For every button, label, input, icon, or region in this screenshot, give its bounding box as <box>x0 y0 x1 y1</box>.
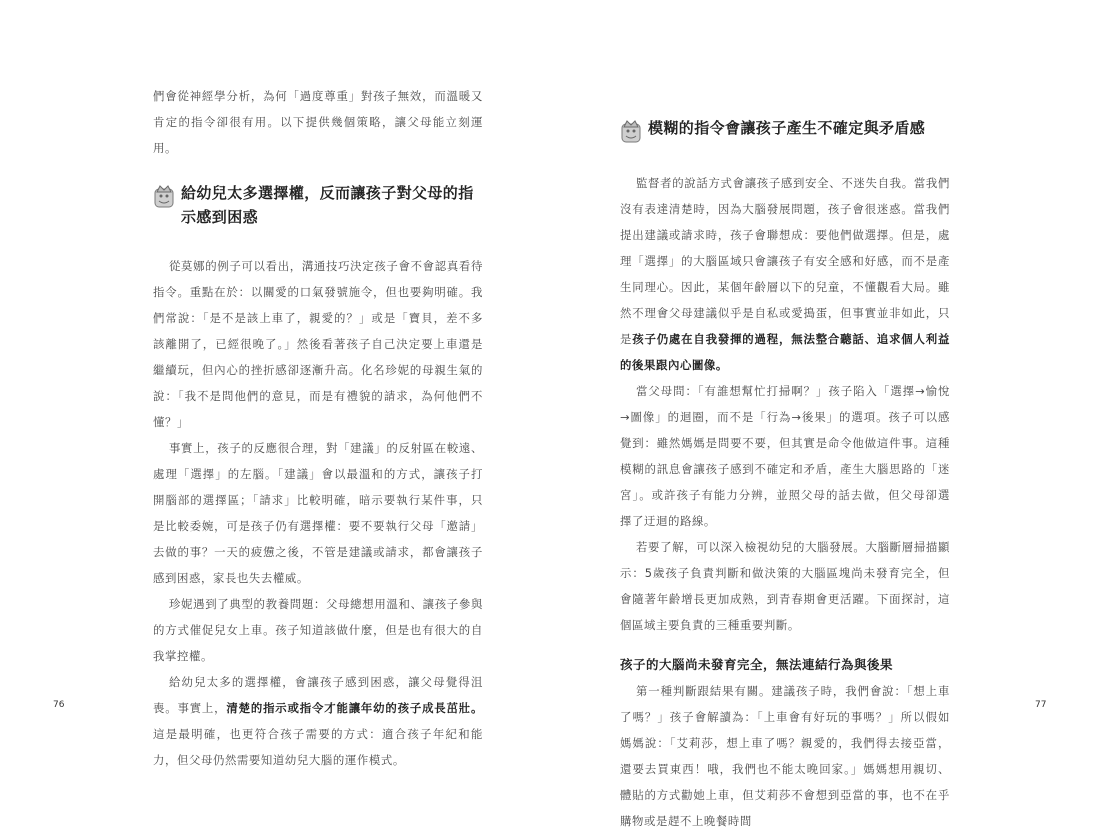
crown-badge-icon <box>620 118 642 144</box>
section-heading-left <box>153 181 483 229</box>
text-run: 監督者的說話方式會讓孩子感到安全、不迷失自我。當我們沒有表達清楚時，因為大腦發展問題，孩子會很迷惑。當我們提出建議或請求時，孩子會聯想成：要他們做選擇。但是，處理「選擇」的大腦區域只會讓孩子有安全感和好感，而不是產生同理心。因此，某個年齡層以下的兒童，不懂觀看大局。雖然不理會父母建議似乎是自私或愛搗蛋，但事實並非如此，只是 <box>620 176 950 346</box>
section-heading-text: 模糊的指令會讓孩子產生不確定與矛盾感 <box>648 119 926 137</box>
intro-paragraph: 們會從神經學分析，為何「過度尊重」對孩子無效，而溫暖又肯定的指令卻很有用。以下提供幾個策略，讓父母能立刻運用。 <box>153 89 483 155</box>
left-page <box>0 0 550 767</box>
body-paragraph: 事實上，孩子的反應很合理，對「建議」的反射區在較遠、處理「選擇」的左腦。「建議」會以最溫和的方式，讓孩子打開腦部的選擇區；「請求」比較明確，暗示要執行某件事，只是比較委婉，可是孩子仍有選擇權：要不要執行父母「邀請」去做的事？一天的疲憊之後，不管是建議或請求，都會讓孩子感到困惑，家長也失去權威。 <box>153 441 483 585</box>
body-paragraph: 從莫娜的例子可以看出，溝通技巧決定孩子會不會認真看待指令。重點在於：以關愛的口氣發號施令，但也要夠明確。我們常說：「是不是該上車了，親愛的？」或是「寶貝，差不多該離開了，已經很晚了。」然後看著孩子自己決定要上車還是繼續玩，但內心的挫折感卻逐漸升高。化名珍妮的母親生氣的說：「我不是問他們的意見，而是有禮貌的請求，為何他們不懂？」 <box>153 259 483 429</box>
section-heading-right <box>620 116 950 144</box>
subheading: 孩子的大腦尚未發育完全，無法連結行為與後果 <box>620 657 894 672</box>
page-number: 77 <box>1035 700 1047 710</box>
bold-emphasis: 孩子仍處在自我發揮的過程，無法整合聽話、追求個人利益的後果跟內心圖像。 <box>620 332 950 372</box>
right-page <box>550 0 1100 828</box>
body-paragraph: 珍妮遇到了典型的教養問題：父母總想用溫和、讓孩子參與的方式催促兒女上車。孩子知道該做什麼，但是也有很大的自我掌控權。 <box>153 597 483 663</box>
crown-badge-icon <box>153 183 175 209</box>
section-heading-text: 給幼兒太多選擇權，反而讓孩子對父母的指示感到困惑 <box>181 184 474 226</box>
body-paragraph-emphasis <box>620 170 950 378</box>
body-paragraph: 若要了解，可以深入檢視幼兒的大腦發展。大腦斷層掃描顯示：5歲孩子負責判斷和做決策的大腦區塊尚未發育完全，但會隨著年齡增長更加成熟，到青春期會更活躍。下面探討，這個區域主要負責的三種重要判斷。 <box>620 540 950 632</box>
bold-emphasis: 清楚的指示或指令才能讓年幼的孩子成長茁壯。 <box>226 701 483 715</box>
text-run: 這是最明確，也更符合孩子需要的方式：適合孩子年紀和能力，但父母仍然需要知道幼兒大腦的運作模式。 <box>153 727 483 767</box>
left-column <box>153 83 483 773</box>
page-number: 76 <box>53 700 65 710</box>
body-paragraph: 當父母問：「有誰想幫忙打掃啊？」孩子陷入「選擇→愉悅→圖像」的迴圈，而不是「行為→後果」的選項。孩子可以感覺到：雖然媽媽是問要不要，但其實是命令他做這件事。這種模糊的訊息會讓孩子感到不確定和矛盾，產生大腦思路的「迷宮」。或許孩子有能力分辨，並照父母的話去做，但父母卻選擇了迂迴的路線。 <box>620 384 950 528</box>
text-run: 給幼兒太多的選擇權，會讓孩子感到困惑，讓父母覺得沮喪。事實上， <box>153 675 483 715</box>
right-column <box>620 116 950 834</box>
body-paragraph: 第一種判斷跟結果有關。建議孩子時，我們會說：「想上車了嗎？」孩子會解讀為：「上車會有好玩的事嗎？」所以假如媽媽說：「艾莉莎，想上車了嗎？親愛的，我們得去接亞當，還要去買東西！哦，我們也不能太晚回家。」媽媽想用親切、體貼的方式勸她上車，但艾莉莎不會想到亞當的事，也不在乎購物或是趕不上晚餐時間 <box>620 684 950 828</box>
body-paragraph-emphasis <box>153 669 483 773</box>
